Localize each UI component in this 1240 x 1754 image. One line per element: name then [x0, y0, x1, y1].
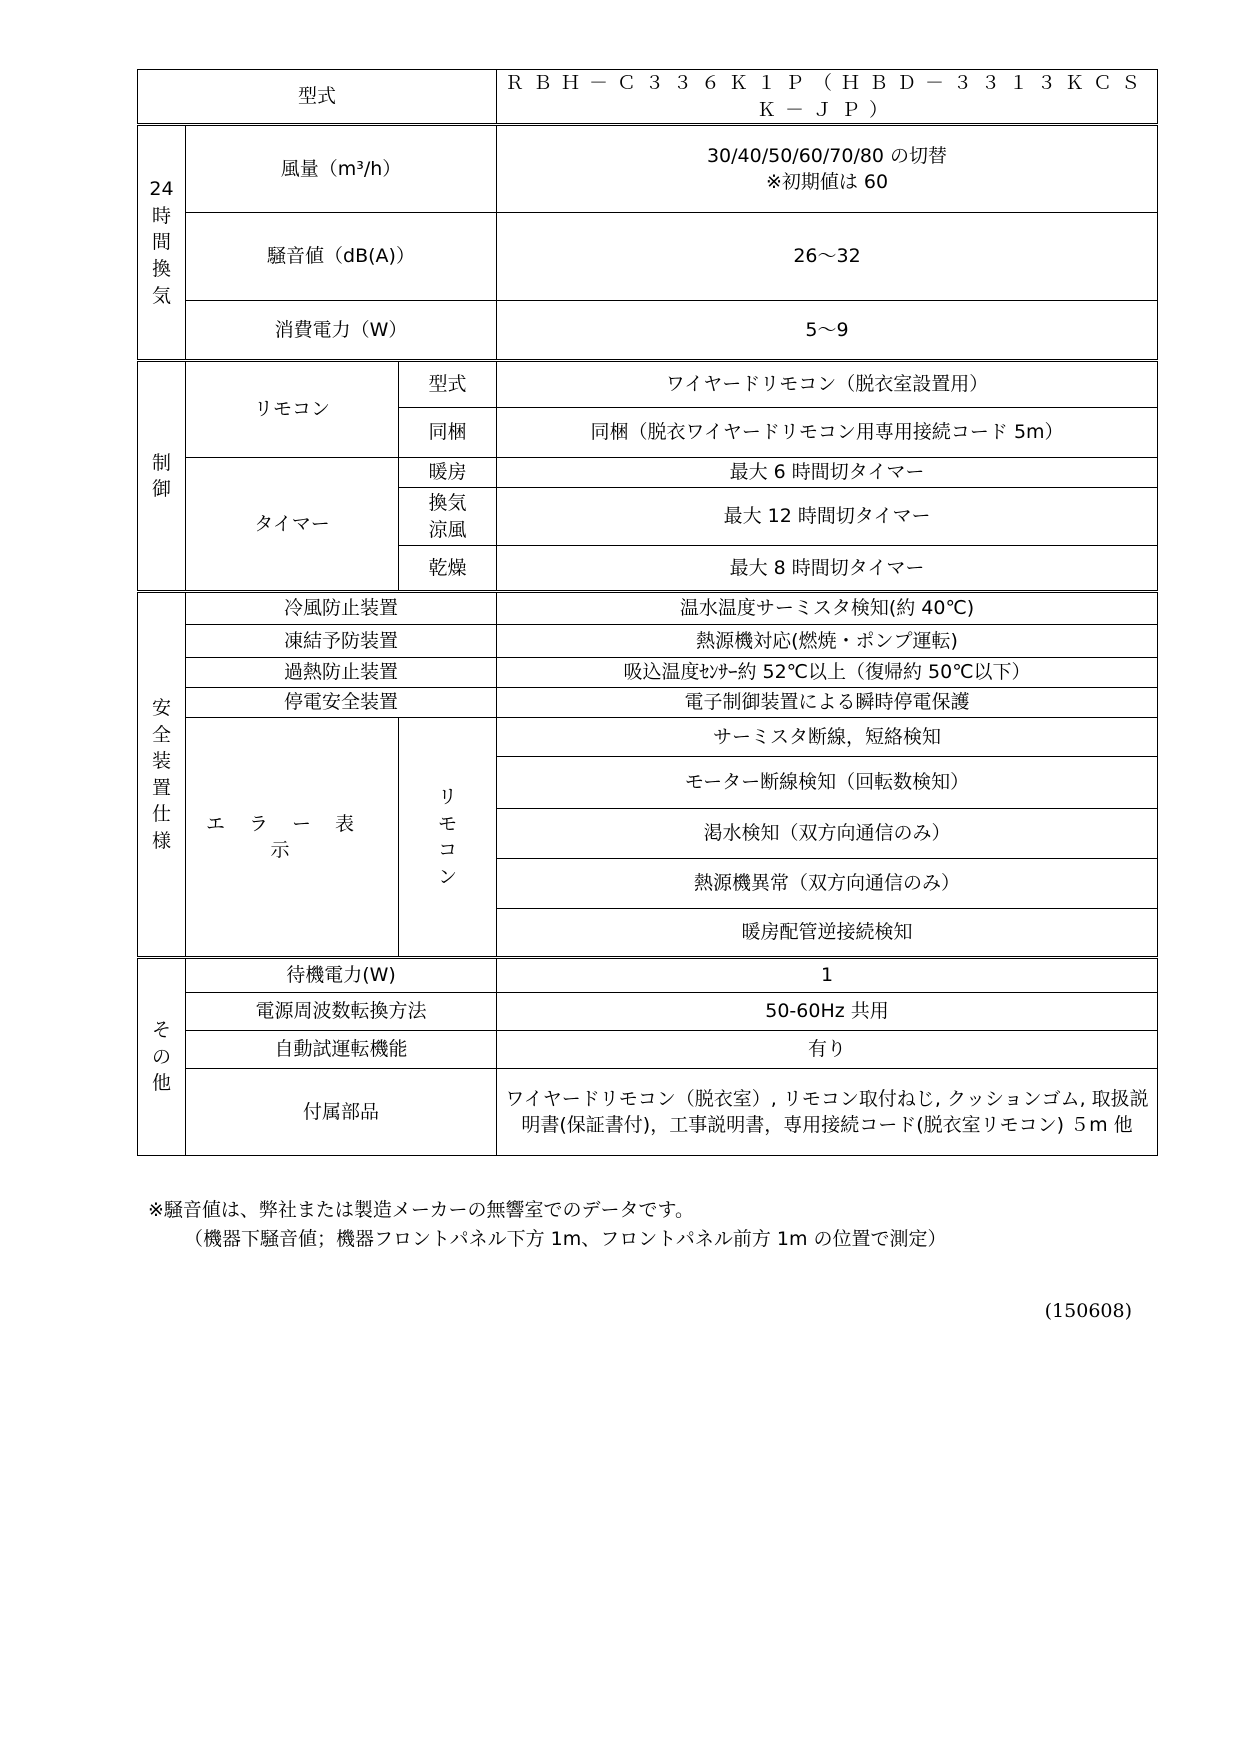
model-value: ＲＢＨ－Ｃ３３６Ｋ１Ｐ（ＨＢＤ－３３１３ＫＣＳＫ－ＪＰ） — [497, 70, 1158, 125]
noise-label: 騒音値（dB(A)） — [186, 213, 497, 301]
error-item: サーミスタ断線，短絡検知 — [497, 718, 1158, 757]
group-other: そ の 他 — [138, 958, 186, 1156]
dry-value: 最大 8 時間切タイマー — [497, 546, 1158, 592]
footnote-line: （機器下騒音値；機器フロントパネル下方 1m、フロントパネル前方 1m の位置で測定） — [184, 1228, 947, 1251]
freq-value: 50-60Hz 共用 — [497, 993, 1158, 1031]
heating-value: 最大 6 時間切タイマー — [497, 458, 1158, 488]
overheat-label: 過熱防止装置 — [186, 658, 497, 688]
footnote-line: ※騒音値は、弊社または製造メーカーの無響室でのデータです。 — [148, 1199, 695, 1221]
outage-label: 停電安全装置 — [186, 688, 497, 718]
remote-type-label: 型式 — [399, 361, 497, 408]
error-item: 熱源機異常（双方向通信のみ） — [497, 859, 1158, 909]
spec-table — [137, 69, 1158, 1156]
standby-label: 待機電力(W) — [186, 958, 497, 993]
heating-label: 暖房 — [399, 458, 497, 488]
accessories-label: 付属部品 — [186, 1069, 497, 1156]
airflow-label: 風量（m³/h） — [186, 125, 497, 213]
cold-value: 温水温度サーミスタ検知(約 40℃) — [497, 592, 1158, 625]
bundle-label: 同梱 — [399, 408, 497, 458]
bundle-value: 同梱（脱衣ワイヤードリモコン用専用接続コード 5m） — [497, 408, 1158, 458]
standby-value: 1 — [497, 958, 1158, 993]
airflow-value: 30/40/50/60/70/80 の切替 ※初期値は 60 — [497, 125, 1158, 213]
cold-label: 冷風防止装置 — [186, 592, 497, 625]
freeze-value: 熱源機対応(燃焼・ポンプ運転) — [497, 625, 1158, 658]
remote-type-value: ワイヤードリモコン（脱衣室設置用） — [497, 361, 1158, 408]
error-item: 渇水検知（双方向通信のみ） — [497, 809, 1158, 859]
noise-value: 26～32 — [497, 213, 1158, 301]
vent-cool-label: 換気 涼風 — [399, 488, 497, 546]
remote-label: リモコン — [186, 361, 399, 458]
error-remote-label: リ モ コ ン — [399, 718, 497, 958]
group-safety: 安 全 装 置 仕 様 — [138, 592, 186, 958]
freeze-label: 凍結予防装置 — [186, 625, 497, 658]
error-item: 暖房配管逆接続検知 — [497, 909, 1158, 958]
power-value: 5～9 — [497, 301, 1158, 361]
autotest-label: 自動試運転機能 — [186, 1031, 497, 1069]
document-code: (150608) — [1044, 1300, 1132, 1322]
group-ventilation: 24 時 間 換 気 — [138, 125, 186, 361]
group-control: 制 御 — [138, 361, 186, 592]
footnotes — [148, 1196, 947, 1255]
error-display-label: エラー表示 — [186, 718, 399, 958]
overheat-value: 吸込温度ｾﾝｻｰ約 52℃以上（復帰約 50℃以下） — [497, 658, 1158, 688]
dry-label: 乾燥 — [399, 546, 497, 592]
vent-cool-value: 最大 12 時間切タイマー — [497, 488, 1158, 546]
freq-label: 電源周波数転換方法 — [186, 993, 497, 1031]
model-label: 型式 — [138, 70, 497, 125]
power-label: 消費電力（W） — [186, 301, 497, 361]
timer-label: タイマー — [186, 458, 399, 592]
autotest-value: 有り — [497, 1031, 1158, 1069]
error-item: モーター断線検知（回転数検知） — [497, 757, 1158, 809]
accessories-value: ワイヤードリモコン（脱衣室）, リモコン取付ねじ, クッションゴム, 取扱説明書(保証書付)，工事説明書，専用接続コード(脱衣室リモコン) ５m 他 — [497, 1069, 1158, 1156]
outage-value: 電子制御装置による瞬時停電保護 — [497, 688, 1158, 718]
